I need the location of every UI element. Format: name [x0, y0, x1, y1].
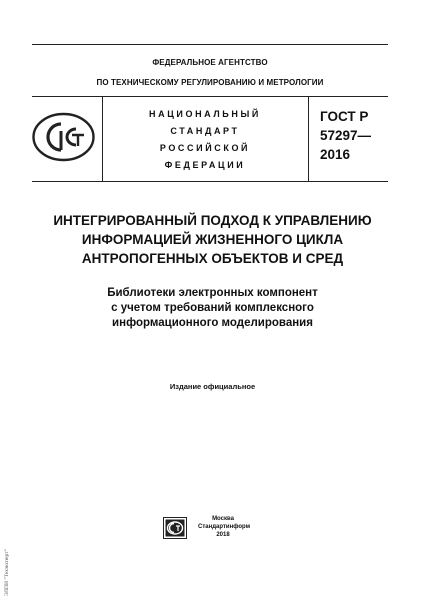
divider-top [32, 44, 388, 45]
side-watermark: ЭЛПИ "Техэксперт" [4, 549, 10, 596]
subtitle-line-2: с учетом требований комплексного [111, 302, 314, 314]
title-line-2: ИНФОРМАЦИЕЙ ЖИЗНЕННОГО ЦИКЛА [81, 232, 344, 247]
standard-line-2: СТАНДАРТ [170, 126, 240, 136]
standard-code-line-3: 2016 [320, 147, 351, 162]
standard-line-3: РОССИЙСКОЙ [159, 143, 251, 153]
standard-designation [104, 106, 306, 174]
publisher-city: Москва [212, 516, 234, 522]
publisher-name: Стандартинформ [198, 524, 251, 530]
publisher-imprint [198, 515, 251, 539]
divider-middle [32, 96, 388, 97]
title-line-1: ИНТЕГРИРОВАННЫЙ ПОДХОД К УПРАВЛЕНИЮ [53, 213, 372, 228]
standard-code-line-2: 57297— [320, 128, 372, 143]
divider-vertical-right [308, 96, 309, 181]
document-subtitle [40, 286, 385, 331]
agency-line-1: ФЕДЕРАЛЬНОЕ АГЕНТСТВО [152, 58, 268, 67]
standard-code [320, 107, 371, 164]
standard-line-1: НАЦИОНАЛЬНЫЙ [149, 109, 261, 119]
standard-line-4: ФЕДЕРАЦИИ [164, 160, 246, 170]
publisher-year: 2018 [216, 532, 230, 538]
subtitle-line-3: информационного моделирования [112, 317, 313, 329]
divider-vertical-left [102, 96, 103, 181]
document-title [20, 211, 405, 268]
edition-note: Издание официальное [169, 382, 256, 391]
title-line-3: АНТРОПОГЕННЫХ ОБЪЕКТОВ И СРЕД [81, 251, 344, 266]
rst-certification-logo [31, 111, 96, 163]
standard-code-line-1: ГОСТ Р [320, 109, 369, 124]
standartinform-logo [163, 517, 187, 539]
agency-line-2: ПО ТЕХНИЧЕСКОМУ РЕГУЛИРОВАНИЮ И МЕТРОЛОГИИ [96, 78, 324, 87]
subtitle-line-1: Библиотеки электронных компонент [107, 287, 318, 299]
divider-bottom [32, 181, 388, 182]
